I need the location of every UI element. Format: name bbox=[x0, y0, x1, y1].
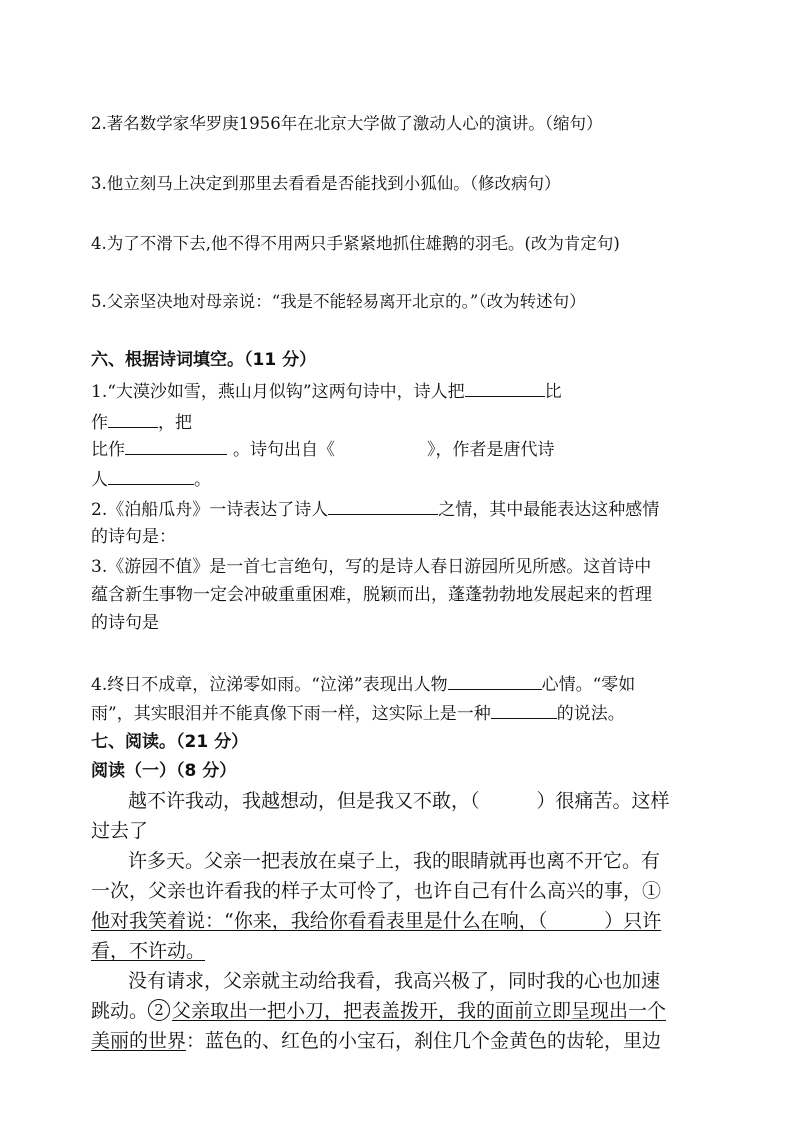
text: 2.《泊船瓜舟》一诗表达了诗人 bbox=[91, 500, 329, 520]
blank bbox=[448, 673, 542, 690]
poem-question-3-line-3: 的诗句是 bbox=[91, 613, 159, 633]
poem-question-2-line-2: 的诗句是： bbox=[91, 527, 176, 547]
section-6-heading: 六、根据诗词填空。（11 分） bbox=[91, 350, 317, 370]
passage-line: 许多天。父亲一把表放在桌子上，我的眼睛就再也离不开它。有 bbox=[128, 850, 661, 872]
poem-question-4-line-1 bbox=[91, 670, 635, 695]
passage-line-underlined: 他对我笑着说：“你来，我给你看看表里是什么在响，（ ）只许 bbox=[91, 910, 662, 932]
question-5-4: 4.为了不滑下去,他不得不用两只手紧紧地抓住雄鹅的羽毛。(改为肯定句) bbox=[91, 234, 620, 253]
text: 。 bbox=[194, 470, 211, 490]
text: 跳动。 bbox=[91, 1000, 149, 1022]
poem-question-4-line-2 bbox=[91, 699, 625, 724]
underlined-sentence: 美丽的世界 bbox=[91, 1030, 187, 1052]
text: 之情，其中最能表达这种感情 bbox=[438, 500, 660, 520]
blank bbox=[125, 438, 227, 455]
blank bbox=[108, 468, 194, 485]
poem-question-1-line-4 bbox=[91, 465, 211, 490]
text: 心情。“零如 bbox=[541, 675, 636, 695]
text: ，把 bbox=[158, 413, 192, 433]
poem-question-3-line-1: 3.《游园不值》是一首七言绝句，写的是诗人春日游园所见所感。这首诗中 bbox=[91, 557, 652, 577]
poem-question-2-line-1 bbox=[91, 495, 659, 520]
passage-line: 没有请求，父亲就主动给我看，我高兴极了，同时我的心也加速 bbox=[128, 970, 661, 992]
passage-line: 越不许我动，我越想动，但是我又不敢，（ ）很痛苦。这样 bbox=[128, 790, 670, 812]
passage-line bbox=[91, 1026, 661, 1053]
poem-question-1-line-3 bbox=[91, 435, 555, 460]
text: 比作 bbox=[91, 440, 125, 460]
poem-question-3-line-2: 蕴含新生事物一定会冲破重重困难，脱颖而出，蓬蓬勃勃地发展起来的哲理 bbox=[91, 585, 652, 605]
question-5-3: 3.他立刻马上决定到那里去看看是否能找到小狐仙。（修改病句） bbox=[91, 174, 561, 193]
blank bbox=[465, 380, 545, 397]
text: 》，作者是唐代诗 bbox=[427, 440, 555, 460]
poem-question-1-line-1 bbox=[91, 377, 562, 402]
blank bbox=[108, 411, 158, 428]
circled-number: 2 bbox=[148, 999, 170, 1021]
text: 人 bbox=[91, 470, 108, 490]
question-5-5: 5.父亲坚决地对母亲说：“我是不能轻易离开北京的。”（改为转述句） bbox=[91, 292, 586, 311]
text: 雨”，其实眼泪并不能真像下雨一样，这实际上是一种 bbox=[91, 704, 491, 724]
section-7-heading: 七、阅读。（21 分） bbox=[91, 732, 249, 752]
poem-question-1-line-2 bbox=[91, 408, 192, 433]
text: 比 bbox=[544, 382, 562, 402]
reading-1-heading: 阅读（一）（8 分） bbox=[91, 761, 237, 781]
passage-line bbox=[91, 996, 666, 1023]
text: ：蓝色的、红色的小宝石，刹住几个金黄色的齿轮，里边 bbox=[186, 1030, 662, 1052]
underlined-sentence: 父亲取出一把小刀，把表盖拨开，我的面前立即呈现出一个 bbox=[172, 1000, 667, 1022]
text: 的说法。 bbox=[556, 704, 625, 724]
question-5-2: 2.著名数学家华罗庚1956年在北京大学做了激动人心的演讲。（缩句） bbox=[91, 114, 603, 133]
passage-line: 过去了 bbox=[91, 820, 149, 842]
blank bbox=[491, 702, 557, 719]
text: 4.终日不成章，泣涕零如雨。“泣涕”表现出人物 bbox=[91, 675, 448, 695]
text: 作 bbox=[91, 413, 108, 433]
text: 1.“大漠沙如雪，燕山月似钩”这两句诗中，诗人把 bbox=[91, 382, 465, 402]
text: 。诗句出自《 bbox=[233, 440, 335, 460]
blank bbox=[328, 498, 438, 515]
passage-line-underlined: 看，不许动。 bbox=[91, 940, 206, 962]
passage-line: 一次，父亲也许看我的样子太可怜了，也许自己有什么高兴的事，① bbox=[91, 880, 662, 902]
